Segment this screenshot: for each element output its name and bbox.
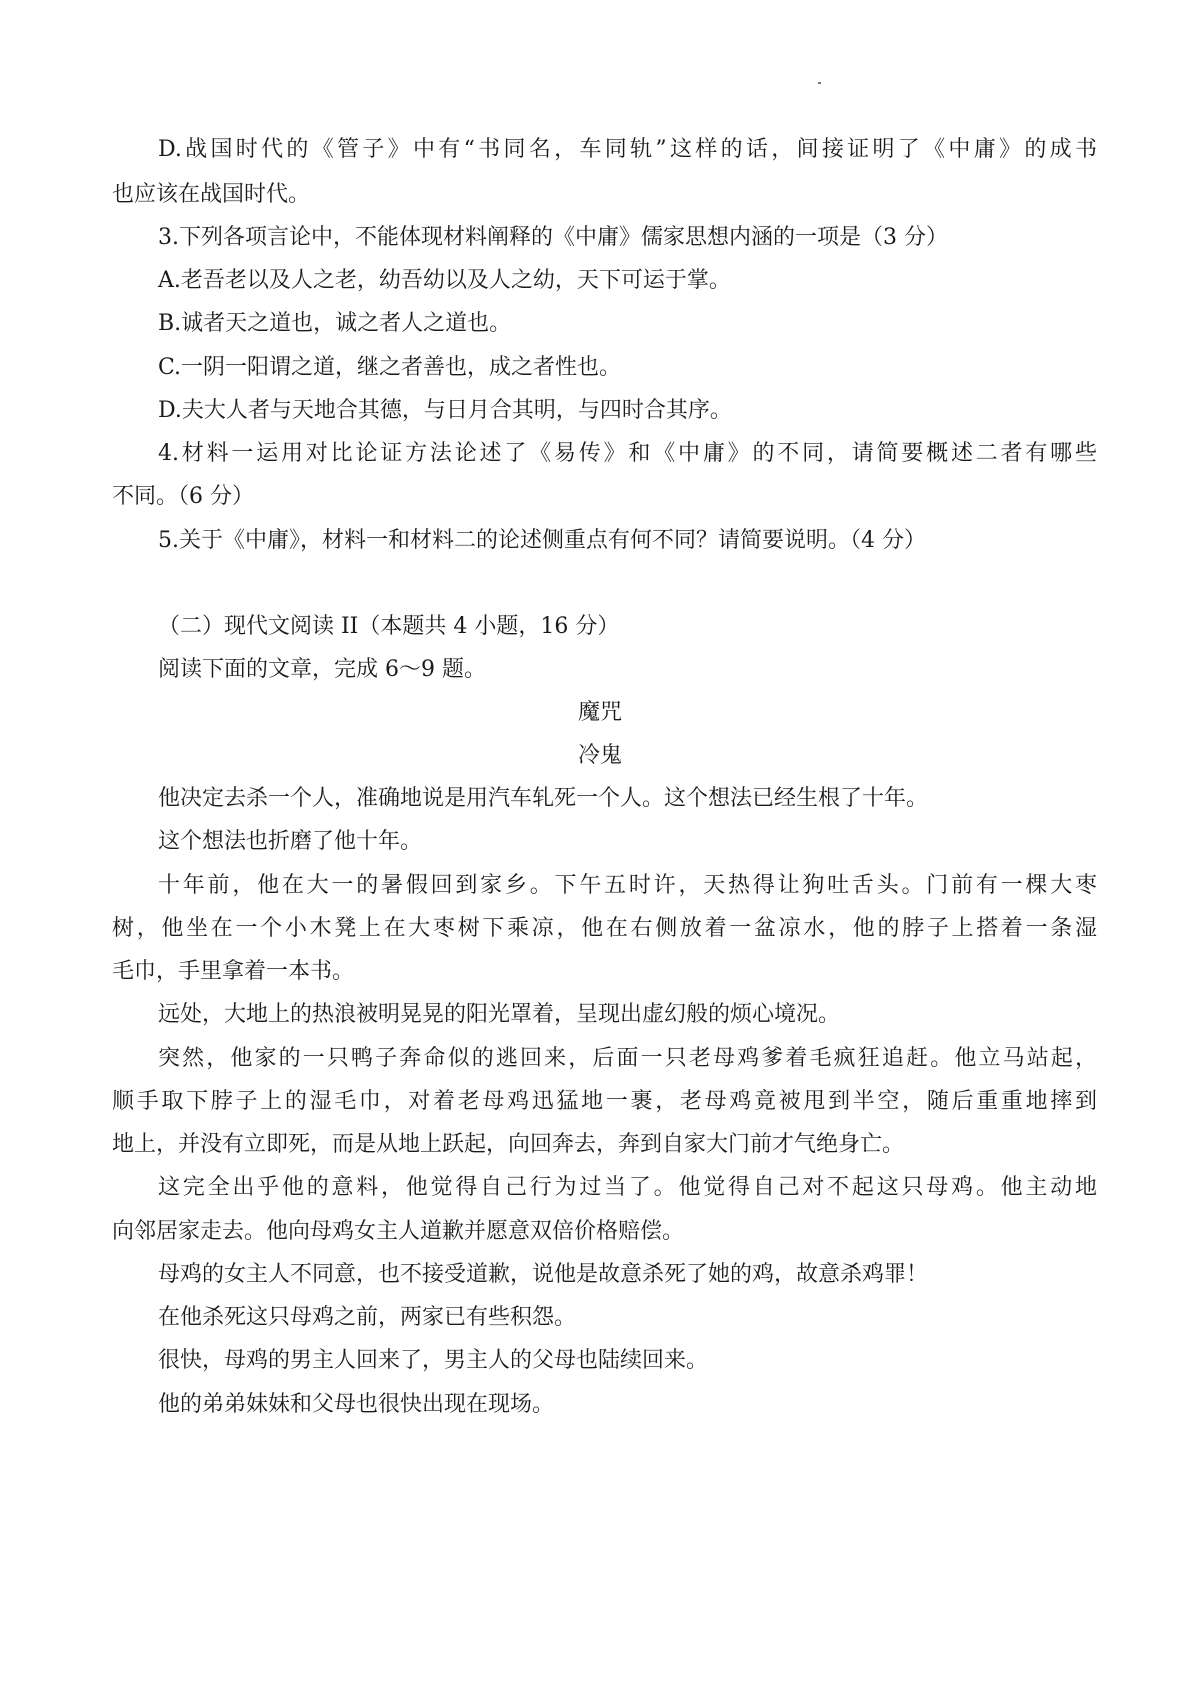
story-author: 冷鬼 <box>577 743 622 768</box>
q5-stem: 5.关于《中庸》，材料一和材料二的论述侧重点有何不同？请简要说明。（4 分） <box>158 528 926 553</box>
story-line: 树，他坐在一个小木凳上在大枣树下乘凉，他在右侧放着一盆凉水，他的脖子上搭着一条湿 <box>112 916 1097 941</box>
story-line: 远处，大地上的热浪被明晃晃的阳光罩着，呈现出虚幻般的烦心境况。 <box>158 1002 841 1027</box>
section2-instruction: 阅读下面的文章，完成 6～9 题。 <box>158 657 486 682</box>
q3-option-d: D.夫大人者与天地合其德，与日月合其明，与四时合其序。 <box>158 398 732 423</box>
q2-option-d-line2: 也应该在战国时代。 <box>112 182 311 207</box>
story-line: 很快，母鸡的男主人回来了，男主人的父母也陆续回来。 <box>158 1348 709 1373</box>
story-line: 突然，他家的一只鸭子奔命似的逃回来，后面一只老母鸡爹着毛疯狂追赶。他立马站起， <box>158 1046 1097 1071</box>
q4-line2: 不同。（6 分） <box>112 484 254 509</box>
story-line: 他决定去杀一个人，准确地说是用汽车轧死一个人。这个想法已经生根了十年。 <box>158 786 929 811</box>
story-line: 在他杀死这只母鸡之前，两家已有些积怨。 <box>158 1305 577 1330</box>
story-title: 魔咒 <box>577 700 622 725</box>
q3-stem: 3.下列各项言论中，不能体现材料阐释的《中庸》儒家思想内涵的一项是（3 分） <box>158 225 948 250</box>
q2-option-d-line1: D.战国时代的《管子》中有“书同名，车同轨”这样的话，间接证明了《中庸》的成书 <box>158 137 1097 162</box>
story-line: 他的弟弟妹妹和父母也很快出现在现场。 <box>158 1392 555 1417</box>
q4-line1: 4.材料一运用对比论证方法论述了《易传》和《中庸》的不同，请简要概述二者有哪些 <box>158 441 1097 466</box>
story-line: 母鸡的女主人不同意，也不接受道歉，说他是故意杀死了她的鸡，故意杀鸡罪！ <box>158 1262 929 1287</box>
story-line: 毛巾，手里拿着一本书。 <box>112 959 355 984</box>
story-line: 十年前，他在大一的暑假回到家乡。下午五时许，天热得让狗吐舌头。门前有一棵大枣 <box>158 873 1097 898</box>
story-line: 顺手取下脖子上的湿毛巾，对着老母鸡迅猛地一裹，老母鸡竟被甩到半空，随后重重地摔到 <box>112 1089 1097 1114</box>
q3-option-c: C.一阴一阳谓之道，继之者善也，成之者性也。 <box>158 355 622 380</box>
story-line: 地上，并没有立即死，而是从地上跃起，向回奔去，奔到自家大门前才气绝身亡。 <box>112 1132 905 1157</box>
section2-heading: （二）现代文阅读 II（本题共 4 小题，16 分） <box>158 614 620 639</box>
story-line: 这完全出乎他的意料，他觉得自己行为过当了。他觉得自己对不起这只母鸡。他主动地 <box>158 1175 1097 1200</box>
scan-speck <box>818 82 821 84</box>
story-line: 向邻居家走去。他向母鸡女主人道歉并愿意双倍价格赔偿。 <box>112 1219 685 1244</box>
q3-option-a: A.老吾老以及人之老，幼吾幼以及人之幼，天下可运于掌。 <box>158 268 731 293</box>
story-line: 这个想法也折磨了他十年。 <box>158 829 423 854</box>
q3-option-b: B.诚者天之道也，诚之者人之道也。 <box>158 311 512 336</box>
